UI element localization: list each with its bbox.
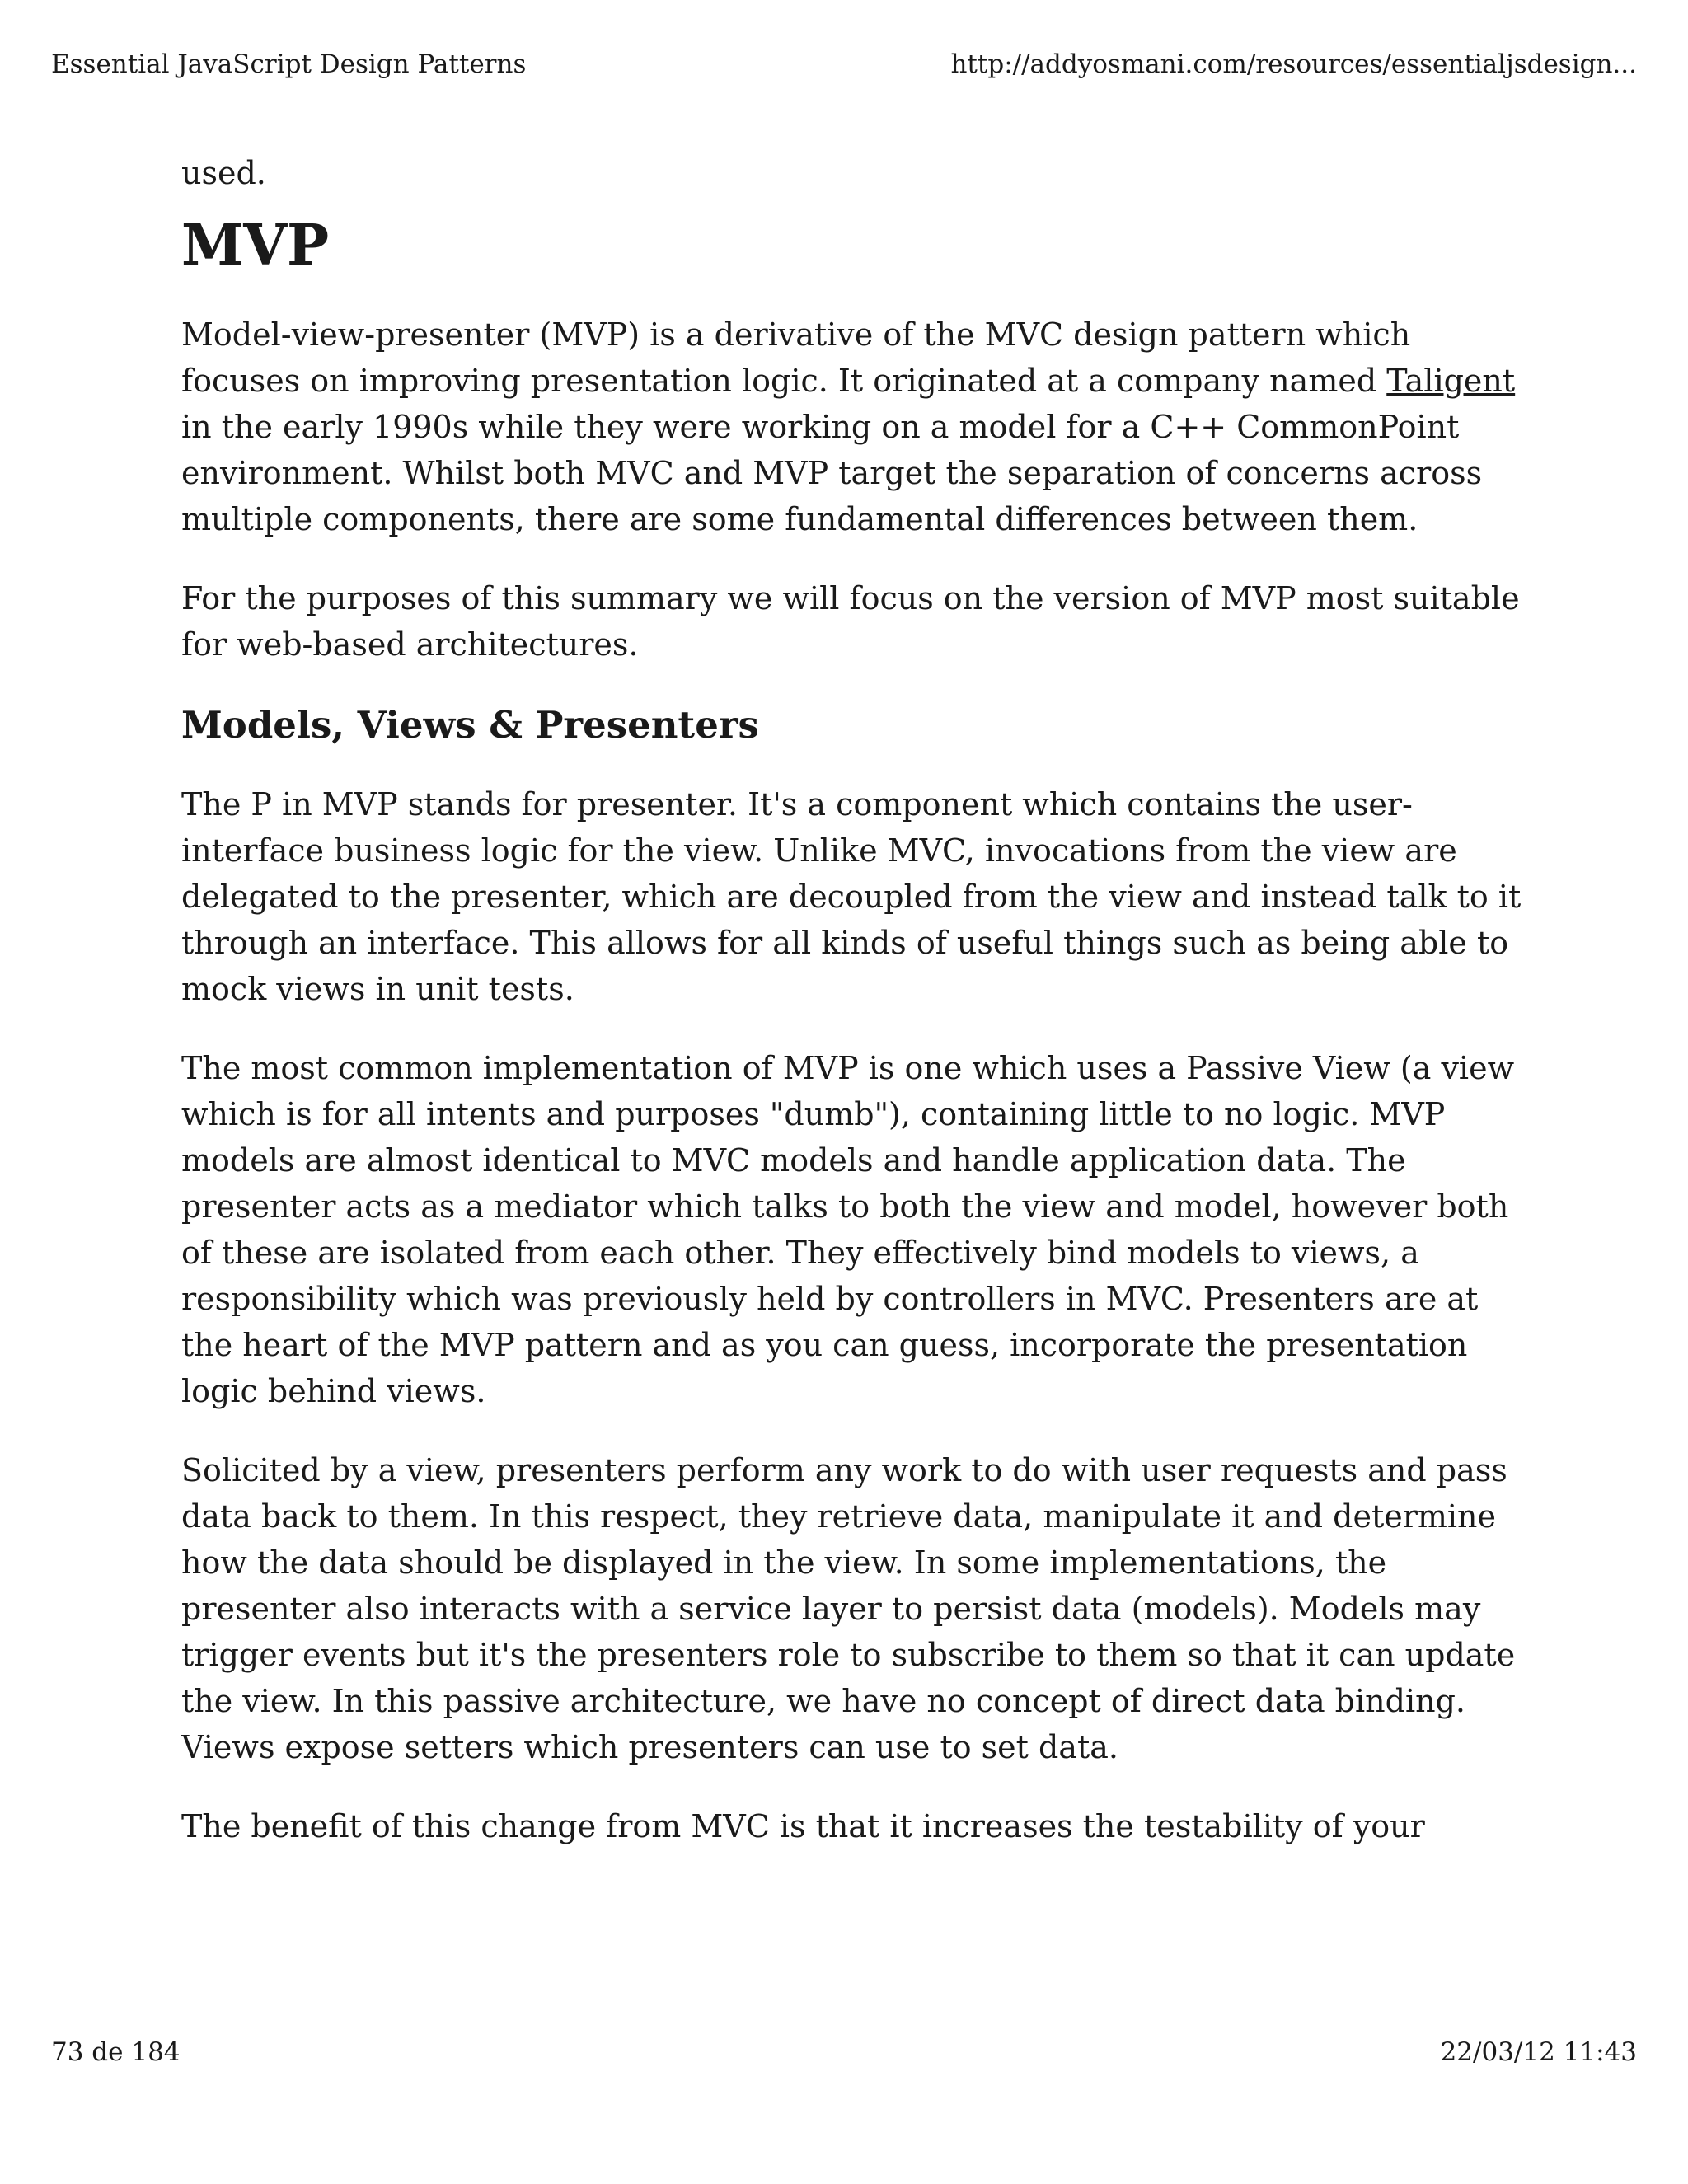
page-number: 73 de 184 [51, 2037, 181, 2067]
page-header [51, 48, 1637, 81]
paragraph-scope: For the purposes of this summary we will focus on the version of MVP most suitable for web-based architectures. [181, 580, 1520, 663]
taligent-link[interactable]: Taligent [1386, 363, 1516, 399]
document-title: Essential JavaScript Design Patterns [51, 49, 527, 79]
paragraph-presenter: The P in MVP stands for presenter. It's a component which contains the user-interface business logic for the view. Unlike MVC, invocations from the view are delegated to the presenter, which are decoupled from the view and instead talk to it through an interface. This allows for all kinds of useful things such as being able to mock views in unit tests. [181, 786, 1522, 1007]
paragraph-intro-text-end: in the early 1990s while they were working on a model for a C++ CommonPoint environment. Whilst both MVC and MVP target the separation of concerns across multiple components, there are some fundamental differences between them. [181, 409, 1483, 537]
source-url: http://addyosmani.com/resources/essentialjsdesign... [950, 49, 1637, 79]
print-datetime: 22/03/12 11:43 [1440, 2037, 1637, 2067]
paragraph-intro-text-start: Model-view-presenter (MVP) is a derivative of the MVC design pattern which focuses on improving presentation logic. It originated at a company named [181, 316, 1411, 399]
paragraph-intro [181, 312, 1533, 542]
page-footer [51, 2036, 1637, 2069]
paragraph-benefit: The benefit of this change from MVC is that it increases the testability of your [181, 1808, 1425, 1844]
paragraph-solicited: Solicited by a view, presenters perform any work to do with user requests and pass data back to them. In this respect, they retrieve data, manipulate it and determine how the data should be displayed in the view. In some implementations, the presenter also interacts with a service layer to persist data (models). Models may trigger events but it's the presenters role to subscribe to them so that it can update the view. In this passive architecture, we have no concept of direct data binding. Views expose setters which presenters can use to set data. [181, 1452, 1516, 1765]
article-body [181, 150, 1533, 1882]
paragraph-passive-view: The most common implementation of MVP is one which uses a Passive View (a view which is for all intents and purposes "dumb"), containing little to no logic. MVP models are almost identical to MVC models and handle application data. The presenter acts as a mediator which talks to both the view and model, however both of these are isolated from each other. They effectively bind models to views, a responsibility which was previously held by controllers in MVC. Presenters are at the heart of the MVP pattern and as you can guess, incorporate the presentation logic behind views. [181, 1050, 1515, 1409]
section-heading: MVP [181, 213, 330, 279]
subsection-heading: Models, Views & Presenters [181, 703, 759, 747]
continued-text: used. [181, 155, 266, 191]
